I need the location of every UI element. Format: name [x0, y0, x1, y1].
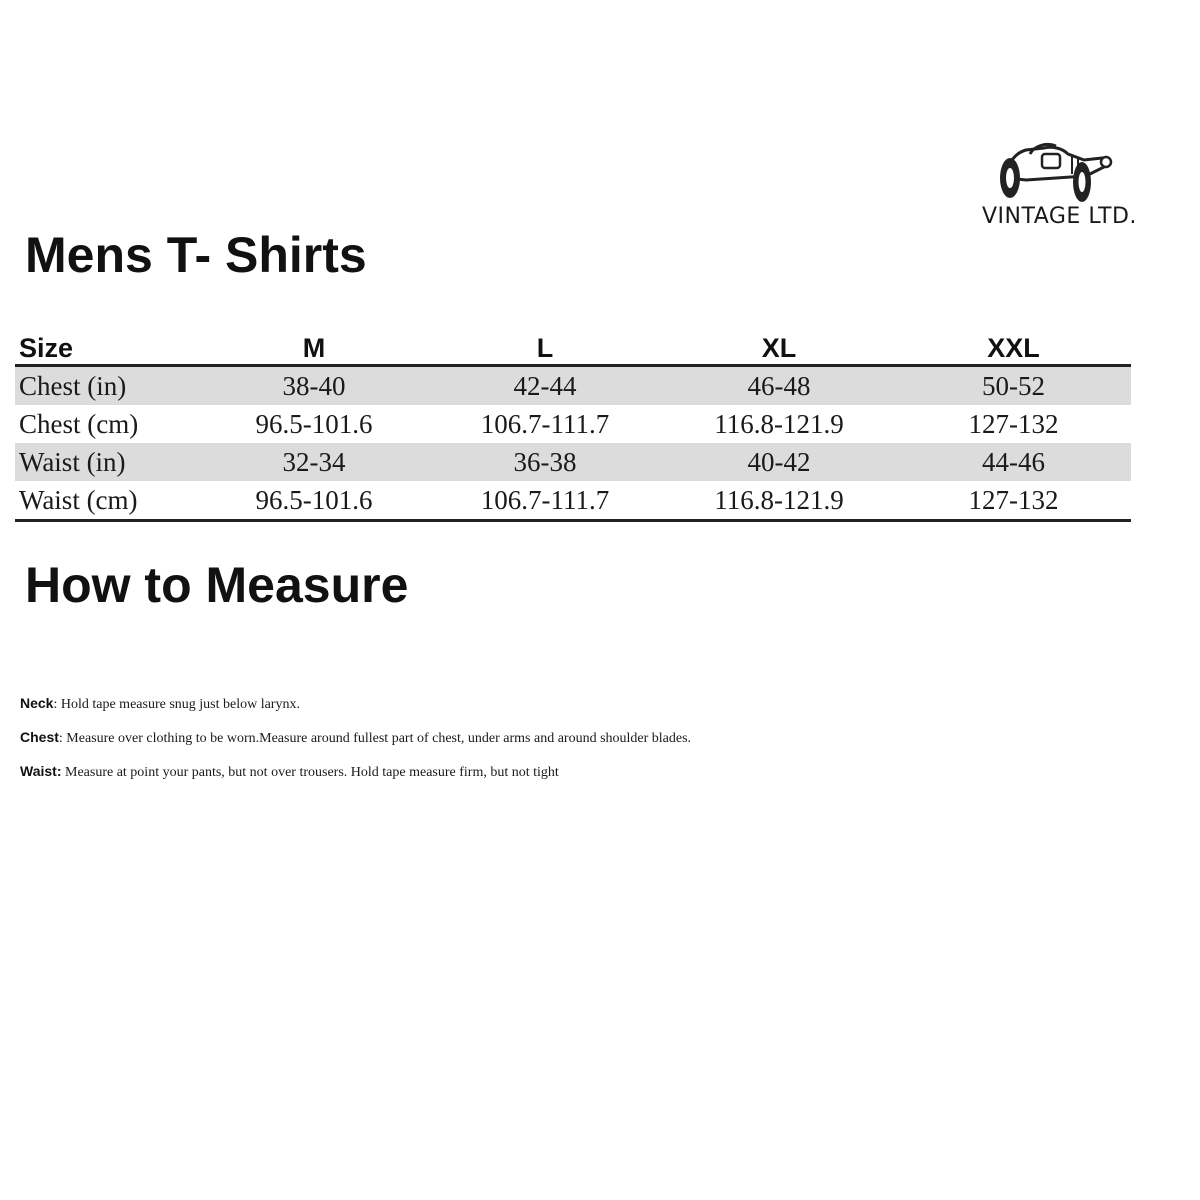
brand-logo [978, 132, 1137, 242]
table-cell: 44-46 [896, 443, 1131, 481]
header-xl: XL [662, 330, 896, 366]
vintage-car-icon [986, 132, 1116, 204]
row-label: Chest (in) [15, 366, 200, 406]
table-cell: 127-132 [896, 481, 1131, 521]
table-cell: 46-48 [662, 366, 896, 406]
instruction-label: Waist [20, 763, 57, 779]
table-row-waist-cm [15, 481, 1131, 521]
page-title: Mens T- Shirts [25, 227, 367, 283]
header-l: L [428, 330, 662, 366]
table-cell: 40-42 [662, 443, 896, 481]
table-cell: 106.7-111.7 [480, 408, 610, 439]
header-size: Size [15, 330, 200, 366]
table-cell: 116.8-121.9 [662, 481, 896, 521]
table-cell: 116.8-121.9 [714, 408, 844, 439]
table-header-row [15, 330, 1131, 366]
table-cell: 32-34 [200, 443, 428, 481]
instruction-chest [20, 720, 1200, 754]
table-cell: 42-44 [428, 366, 662, 406]
instruction-text: Measure over clothing to be worn.Measure around fullest part of chest, under arms and around shoulder blades. [62, 731, 692, 746]
table-cell: 127-132 [968, 408, 1059, 439]
size-chart-table [15, 330, 1131, 522]
instruction-text: Measure at point your pants, but not over trousers. Hold tape measure firm, but not tight [61, 765, 559, 780]
instruction-neck [20, 686, 1200, 720]
row-label: Waist (cm) [15, 481, 200, 521]
table-cell: 96.5-101.6 [200, 481, 428, 521]
how-to-measure-title: How to Measure [25, 557, 409, 613]
instruction-separator: : [53, 697, 58, 712]
instruction-label: Neck [20, 695, 54, 711]
header-xxl: XXL [896, 330, 1131, 366]
table-row-waist-in [15, 443, 1131, 481]
table-cell: 96.5-101.6 [255, 408, 373, 439]
table-row-chest-cm [15, 405, 1131, 443]
table-cell: 50-52 [896, 366, 1131, 406]
row-label: Chest (cm) [19, 408, 139, 439]
table-row-chest-in [15, 366, 1131, 406]
logo-text: VINTAGE LTD. [982, 204, 1137, 229]
instruction-waist [20, 754, 1200, 788]
header-m: M [200, 330, 428, 366]
instruction-label: Chest [20, 729, 59, 745]
table-cell: 36-38 [428, 443, 662, 481]
instruction-text: Hold tape measure snug just below larynx. [57, 697, 300, 712]
table-cell: 38-40 [200, 366, 428, 406]
instruction-separator: : [56, 763, 62, 779]
measure-instructions [20, 686, 1200, 788]
instruction-separator: : [58, 731, 63, 746]
row-label: Waist (in) [15, 443, 200, 481]
table-cell: 106.7-111.7 [428, 481, 662, 521]
